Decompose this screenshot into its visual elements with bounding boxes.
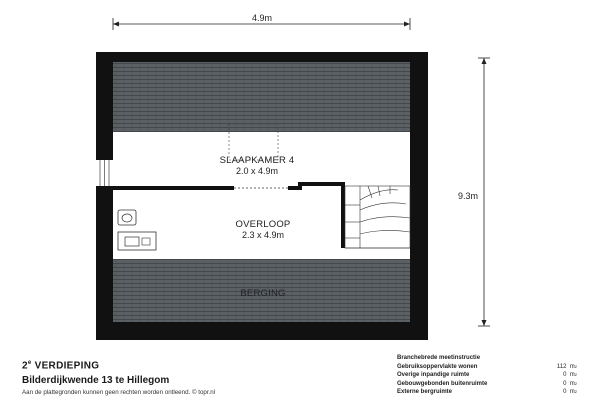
floor-title <box>22 360 362 371</box>
height-label: 9.3m <box>457 191 479 201</box>
floor-name: VERDIEPING <box>34 360 100 372</box>
room-name-berging: BERGING <box>240 288 286 299</box>
floor-number: 2 <box>22 360 28 372</box>
area-row-label: Overige inpandige ruimte <box>397 372 470 379</box>
area-table-header: Branchebrede meetinstructie <box>397 355 481 361</box>
area-row-value: 0 $m^2$ <box>563 389 577 396</box>
disclaimer: Aan de plattegronden kunnen geen rechten worden ontleend. © topr.nl <box>22 389 216 397</box>
roof-slope-top <box>113 62 410 132</box>
staircase <box>345 186 410 248</box>
height-dimension <box>458 58 490 326</box>
width-dimension <box>113 13 410 30</box>
area-row-value: 0 $m^2$ <box>563 372 577 379</box>
area-row <box>397 388 577 396</box>
area-table <box>397 355 577 397</box>
area-row <box>397 371 577 379</box>
area-row <box>397 380 577 388</box>
room-size-slaapkamer: 2.0 x 4.9m <box>235 166 279 176</box>
area-row-label: Externe bergruimte <box>397 389 453 396</box>
area-row-value: 112 $m^2$ <box>556 364 577 370</box>
room-size-overloop: 2.3 x 4.9m <box>241 230 285 240</box>
area-row <box>397 363 577 371</box>
area-row-value: 0 $m^2$ <box>563 380 577 387</box>
footer-info <box>22 360 362 396</box>
address: Bilderdijkwende 13 te Hillegom <box>22 375 170 387</box>
room-name-slaapkamer: SLAAPKAMER 4 <box>219 155 295 166</box>
width-label: 4.9m <box>251 13 273 23</box>
area-row-label: Gebouwgebonden buitenruimte <box>397 380 488 387</box>
area-row-label: Gebruiksoppervlakte wonen <box>397 364 478 370</box>
room-name-overloop: OVERLOOP <box>235 219 291 230</box>
desk-icon <box>118 232 156 250</box>
window-left <box>96 160 113 186</box>
floor-suffix: e <box>27 360 32 366</box>
sink-icon <box>118 210 136 225</box>
